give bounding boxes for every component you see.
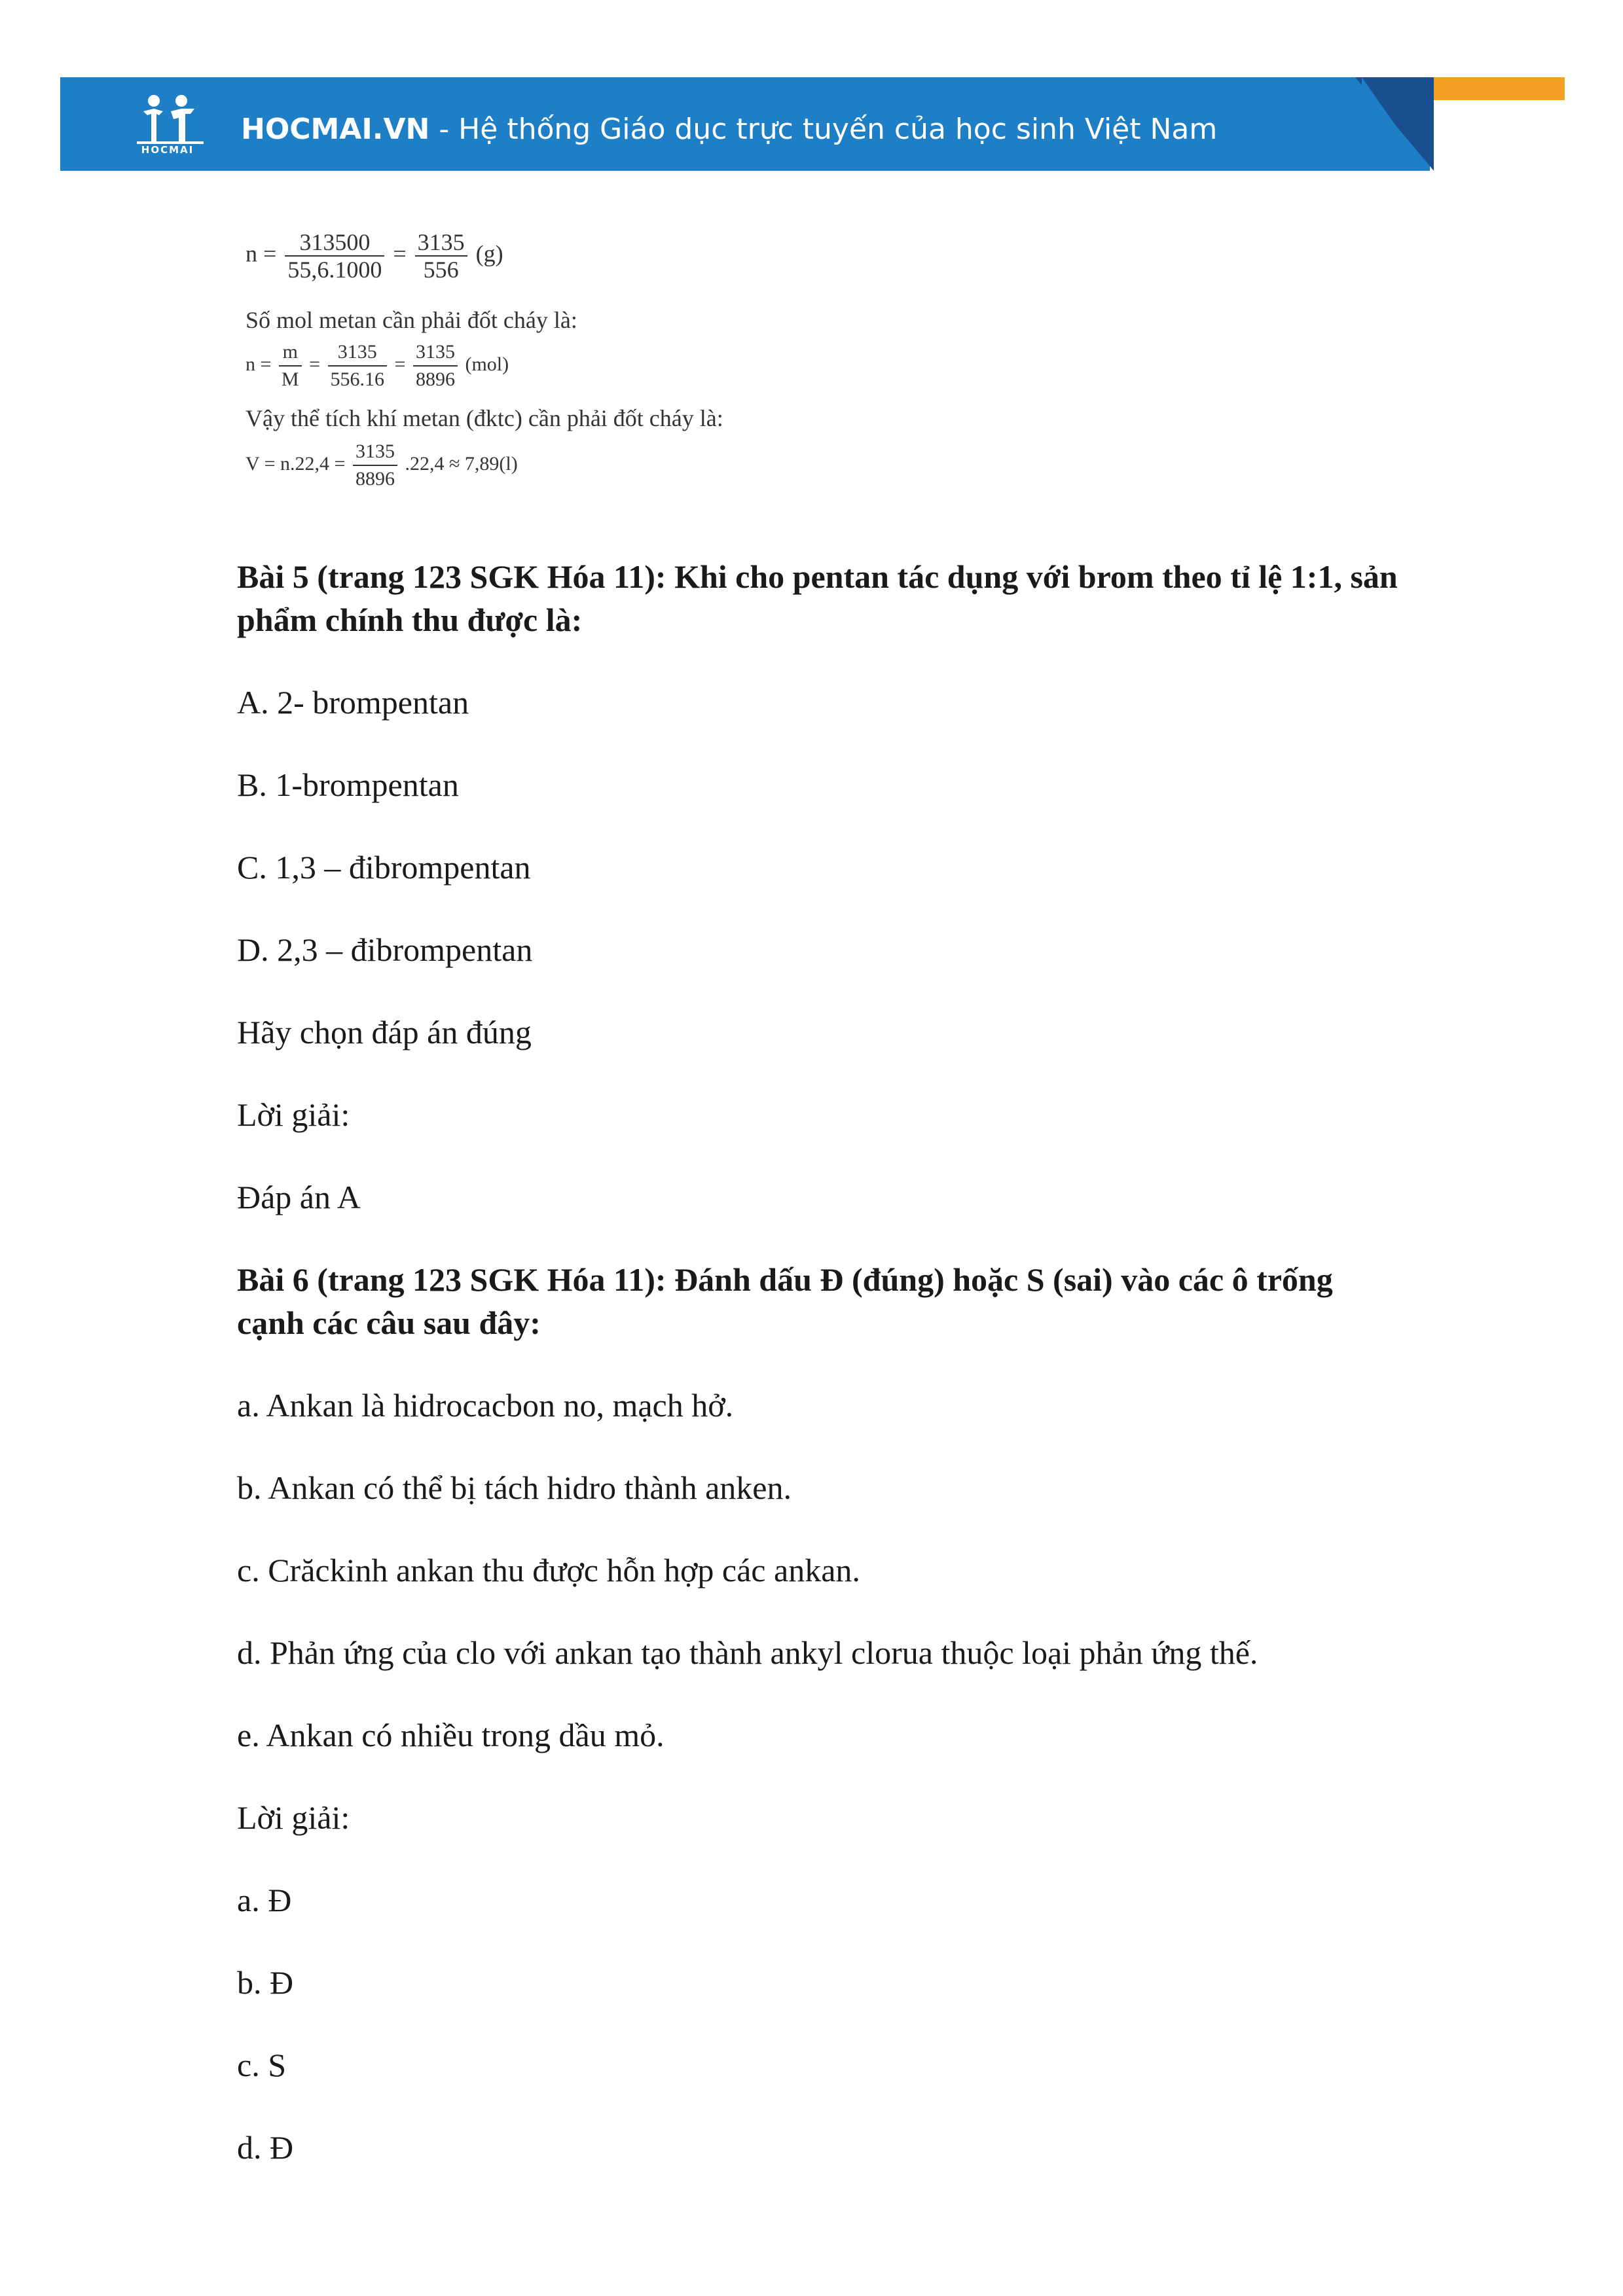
math-line-5: V = n.22,4 = $\frac{3135}{8896}$ .22,4 ≈ 7,89(l): [246, 439, 518, 492]
bai6-title: Bài 6 (trang 123 SGK Hóa 11): Đánh dấu Đ (đúng) hoặc S (sai) vào các ô trống cạnh các câu sau đây:: [237, 1261, 1333, 1341]
bai6-answer-a: a. Đ: [237, 1882, 292, 1918]
brand-tagline: - Hệ thống Giáo dục trực tuyến của học sinh Việt Nam: [429, 113, 1218, 146]
math-line-3: n = $\frac{m}{M}$ = $\frac{3135}{556.16}$ = $\frac{3135}{8896}$ (mol): [246, 339, 509, 393]
bai5-option-b: B. 1-brompentan: [237, 766, 459, 803]
bai5-title: Bài 5 (trang 123 SGK Hóa 11): Khi cho pentan tác dụng với brom theo tỉ lệ 1:1, sản phẩm chính thu được là:: [237, 558, 1398, 638]
bai6-statement-a: a. Ankan là hidrocacbon no, mạch hở.: [237, 1387, 734, 1424]
bai5-option-a: A. 2- brompentan: [237, 684, 469, 721]
bai5-solution-label: Lời giải:: [237, 1096, 350, 1133]
math-lhs: n =: [246, 240, 277, 267]
bai6-statement-c: c. Crăckinh ankan thu được hỗn hợp các ankan.: [237, 1552, 860, 1588]
brand-name: HOCMAI.VN: [241, 113, 430, 146]
fraction: $\frac{3135}{556}$: [415, 229, 467, 283]
bai6-statement-d: d. Phản ứng của clo với ankan tạo thành ankyl clorua thuộc loại phản ứng thế.: [237, 1634, 1258, 1671]
fraction: $\frac{313500}{55,6.1000}$: [285, 229, 384, 283]
math-line-2: Số mol metan cần phải đốt cháy là:: [246, 307, 577, 333]
bai6-answer-d: d. Đ: [237, 2129, 294, 2166]
bai5-option-c: C. 1,3 – đibrompentan: [237, 849, 531, 886]
bai6-solution-label: Lời giải:: [237, 1799, 350, 1836]
brand-title: [241, 110, 1217, 149]
header-notch: [1362, 77, 1427, 171]
math-line-1: n = $\frac{313500}{55,6.1000}$ = $\frac{3135}{556}$ (g): [246, 229, 503, 283]
math-solution-image: [246, 229, 835, 511]
bai5-answer: Đáp án A: [237, 1179, 361, 1215]
math-line-4: Vậy thể tích khí metan (đktc) cần phải đốt cháy là:: [246, 405, 723, 431]
bai6-answer-c: c. S: [237, 2047, 286, 2083]
bai5-prompt: Hãy chọn đáp án đúng: [237, 1014, 532, 1050]
bai6-answer-b: b. Đ: [237, 1964, 294, 2001]
bai6-statement-b: b. Ankan có thể bị tách hidro thành anken.: [237, 1469, 792, 1506]
bai6-statement-e: e. Ankan có nhiều trong dầu mỏ.: [237, 1717, 665, 1753]
bai5-option-d: D. 2,3 – đibrompentan: [237, 931, 533, 968]
logo-caption: HOCMAI: [141, 144, 194, 156]
